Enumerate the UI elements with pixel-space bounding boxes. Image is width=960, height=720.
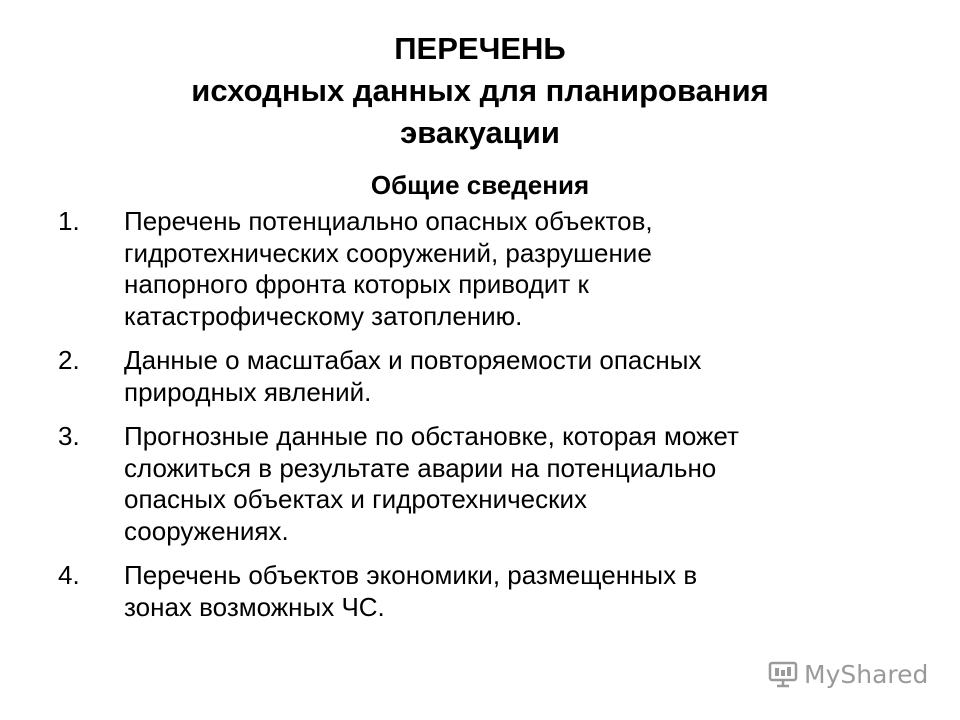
item-number: 3. (58, 421, 80, 451)
item-text-line: Перечень потенциально опасных объектов, (124, 206, 653, 236)
item-number: 4. (58, 560, 80, 590)
item-text-line: катастрофическому затоплению. (124, 300, 523, 331)
item-text-line: гидротехнических сооружений, разрушение (124, 237, 652, 268)
list-item (58, 345, 918, 408)
item-text (124, 345, 918, 408)
numbered-list (58, 206, 918, 636)
item-text (124, 206, 918, 332)
item-text-line: Перечень объектов экономики, размещенных в (124, 560, 698, 590)
item-text-line: Прогнозные данные по обстановке, которая может (124, 421, 739, 451)
title-line: исходных данных для планирования (191, 73, 769, 108)
presentation-board-icon (768, 660, 798, 688)
item-text-line: зонах возможных ЧС. (124, 591, 385, 622)
title-line: ПЕРЕЧЕНЬ (394, 31, 566, 66)
item-text (124, 421, 918, 547)
section-subtitle: Общие сведения (370, 170, 590, 200)
title-line: эвакуации (400, 115, 560, 150)
item-text-line: сооружениях. (124, 515, 289, 546)
list-item (58, 560, 918, 623)
list-item (58, 421, 918, 547)
watermark (768, 656, 928, 692)
watermark-text: MyShared (804, 659, 929, 689)
list-item (58, 206, 918, 332)
item-text-line: природных явлений. (124, 376, 372, 407)
item-text-line: напорного фронта которых приводит к (124, 269, 589, 299)
item-number: 2. (58, 345, 80, 375)
item-text-line: сложиться в результате аварии на потенциально (124, 452, 717, 483)
item-text-line: опасных объектах и гидротехнических (124, 484, 587, 514)
slide-title (0, 28, 960, 154)
item-text-line: Данные о масштабах и повторяемости опасных (124, 345, 702, 375)
item-text (124, 560, 918, 623)
item-number: 1. (58, 206, 80, 236)
